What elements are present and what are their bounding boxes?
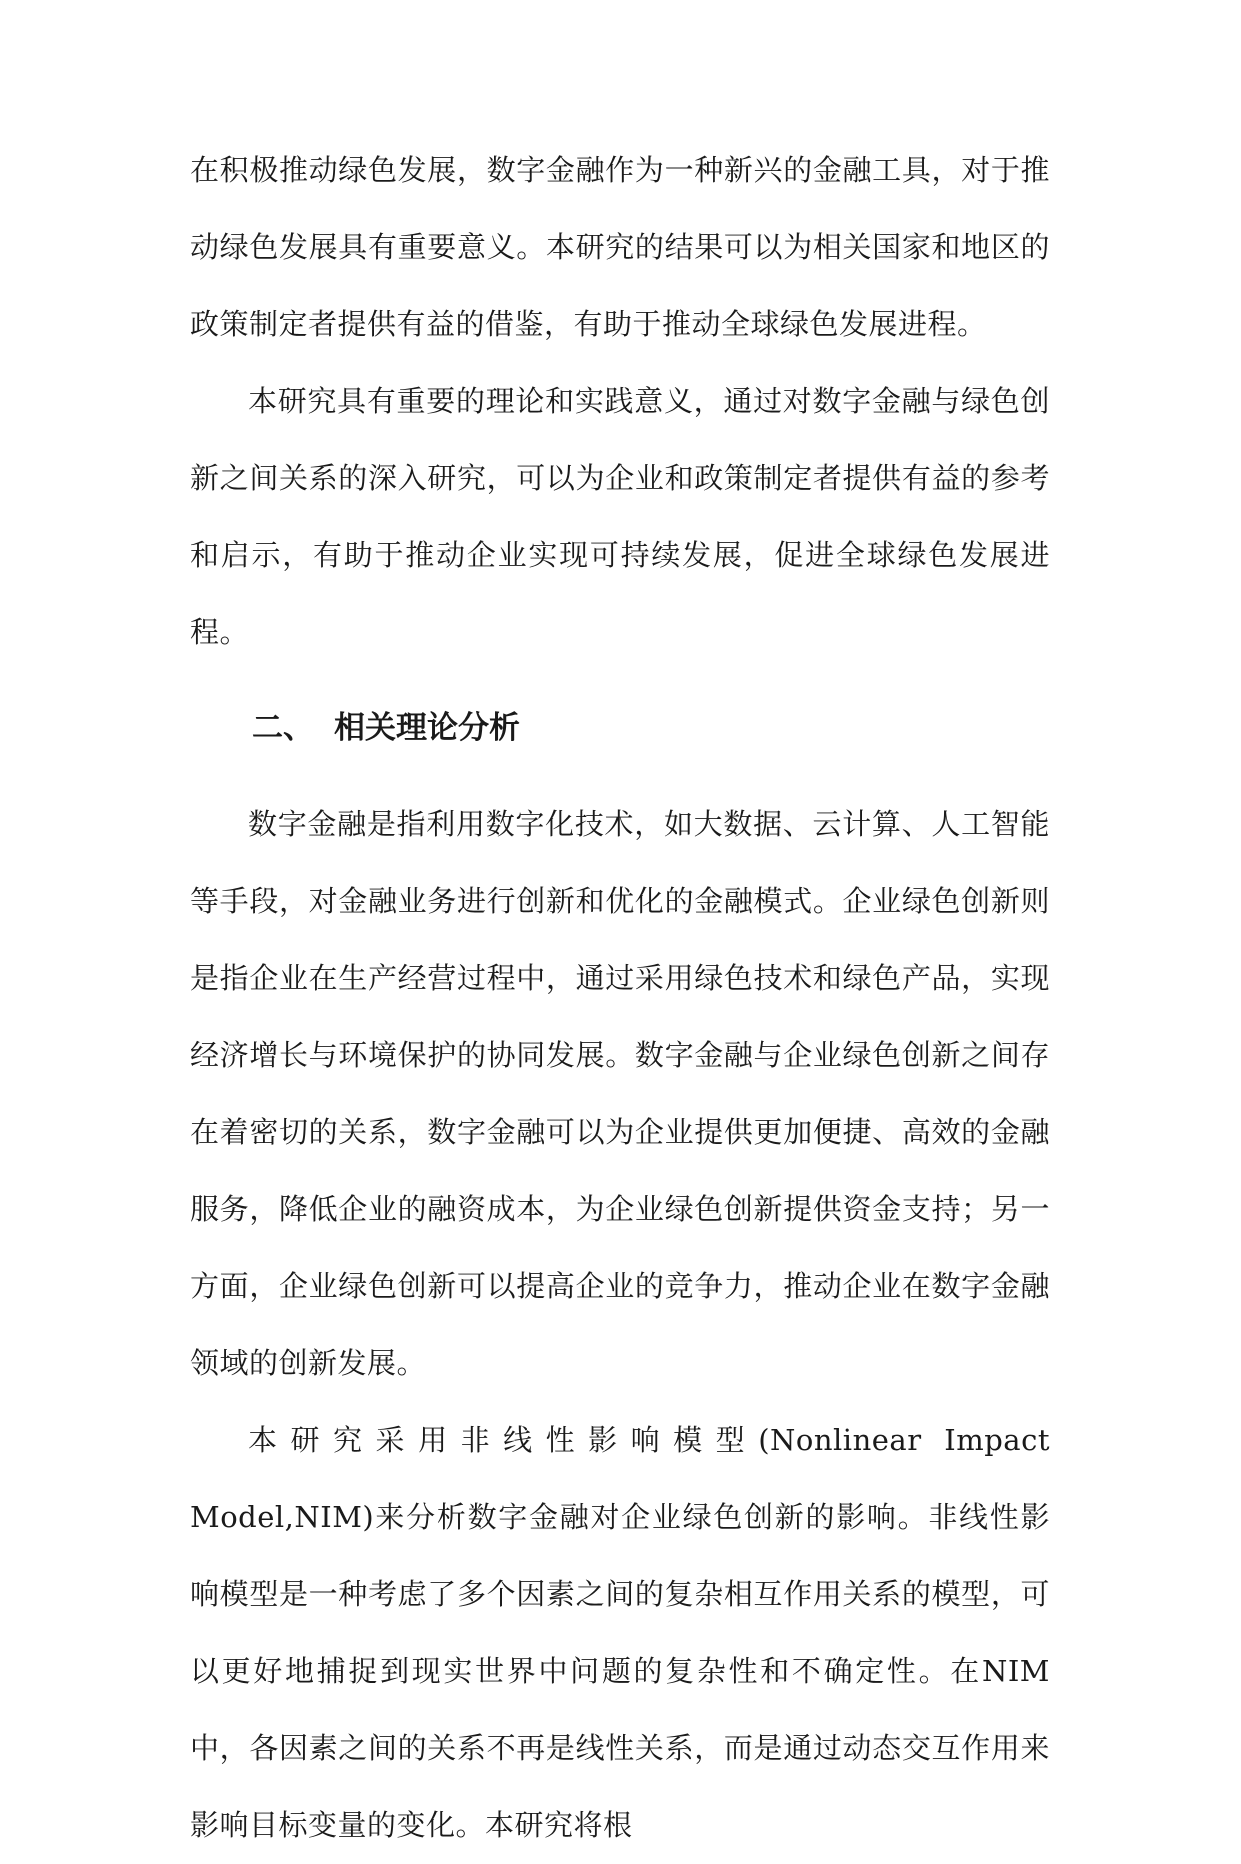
- section-heading: [190, 671, 1050, 786]
- section-number: 二、: [252, 710, 314, 746]
- paragraph-nim-model: 本研究采用非线性影响模型(Nonlinear Impact Model,NIM)来分析数字金融对企业绿色创新的影响。非线性影响模型是一种考虑了多个因素之间的复杂相互作用关系的模型，可以更好地捕捉到现实世界中问题的复杂性和不确定性。在NIM中，各因素之间的关系不再是线性关系，而是通过动态交互作用来影响目标变量的变化。本研究将根: [190, 1423, 1050, 1842]
- section-title: 相关理论分析: [334, 710, 520, 746]
- paragraph-policy-significance: 在积极推动绿色发展，数字金融作为一种新兴的金融工具，对于推动绿色发展具有重要意义。本研究的结果可以为相关国家和地区的政策制定者提供有益的借鉴，有助于推动全球绿色发展进程。: [190, 153, 1050, 341]
- paragraph-research-significance: 本研究具有重要的理论和实践意义，通过对数字金融与绿色创新之间关系的深入研究，可以为企业和政策制定者提供有益的参考和启示，有助于推动企业实现可持续发展，促进全球绿色发展进程。: [190, 384, 1050, 649]
- paragraph-digital-finance-definition: 数字金融是指利用数字化技术，如大数据、云计算、人工智能等手段，对金融业务进行创新和优化的金融模式。企业绿色创新则是指企业在生产经营过程中，通过采用绿色技术和绿色产品，实现经济增长与环境保护的协同发展。数字金融与企业绿色创新之间存在着密切的关系，数字金融可以为企业提供更加便捷、高效的金融服务，降低企业的融资成本，为企业绿色创新提供资金支持；另一方面，企业绿色创新可以提高企业的竞争力，推动企业在数字金融领域的创新发展。: [190, 807, 1050, 1380]
- page-content: [190, 132, 1050, 1864]
